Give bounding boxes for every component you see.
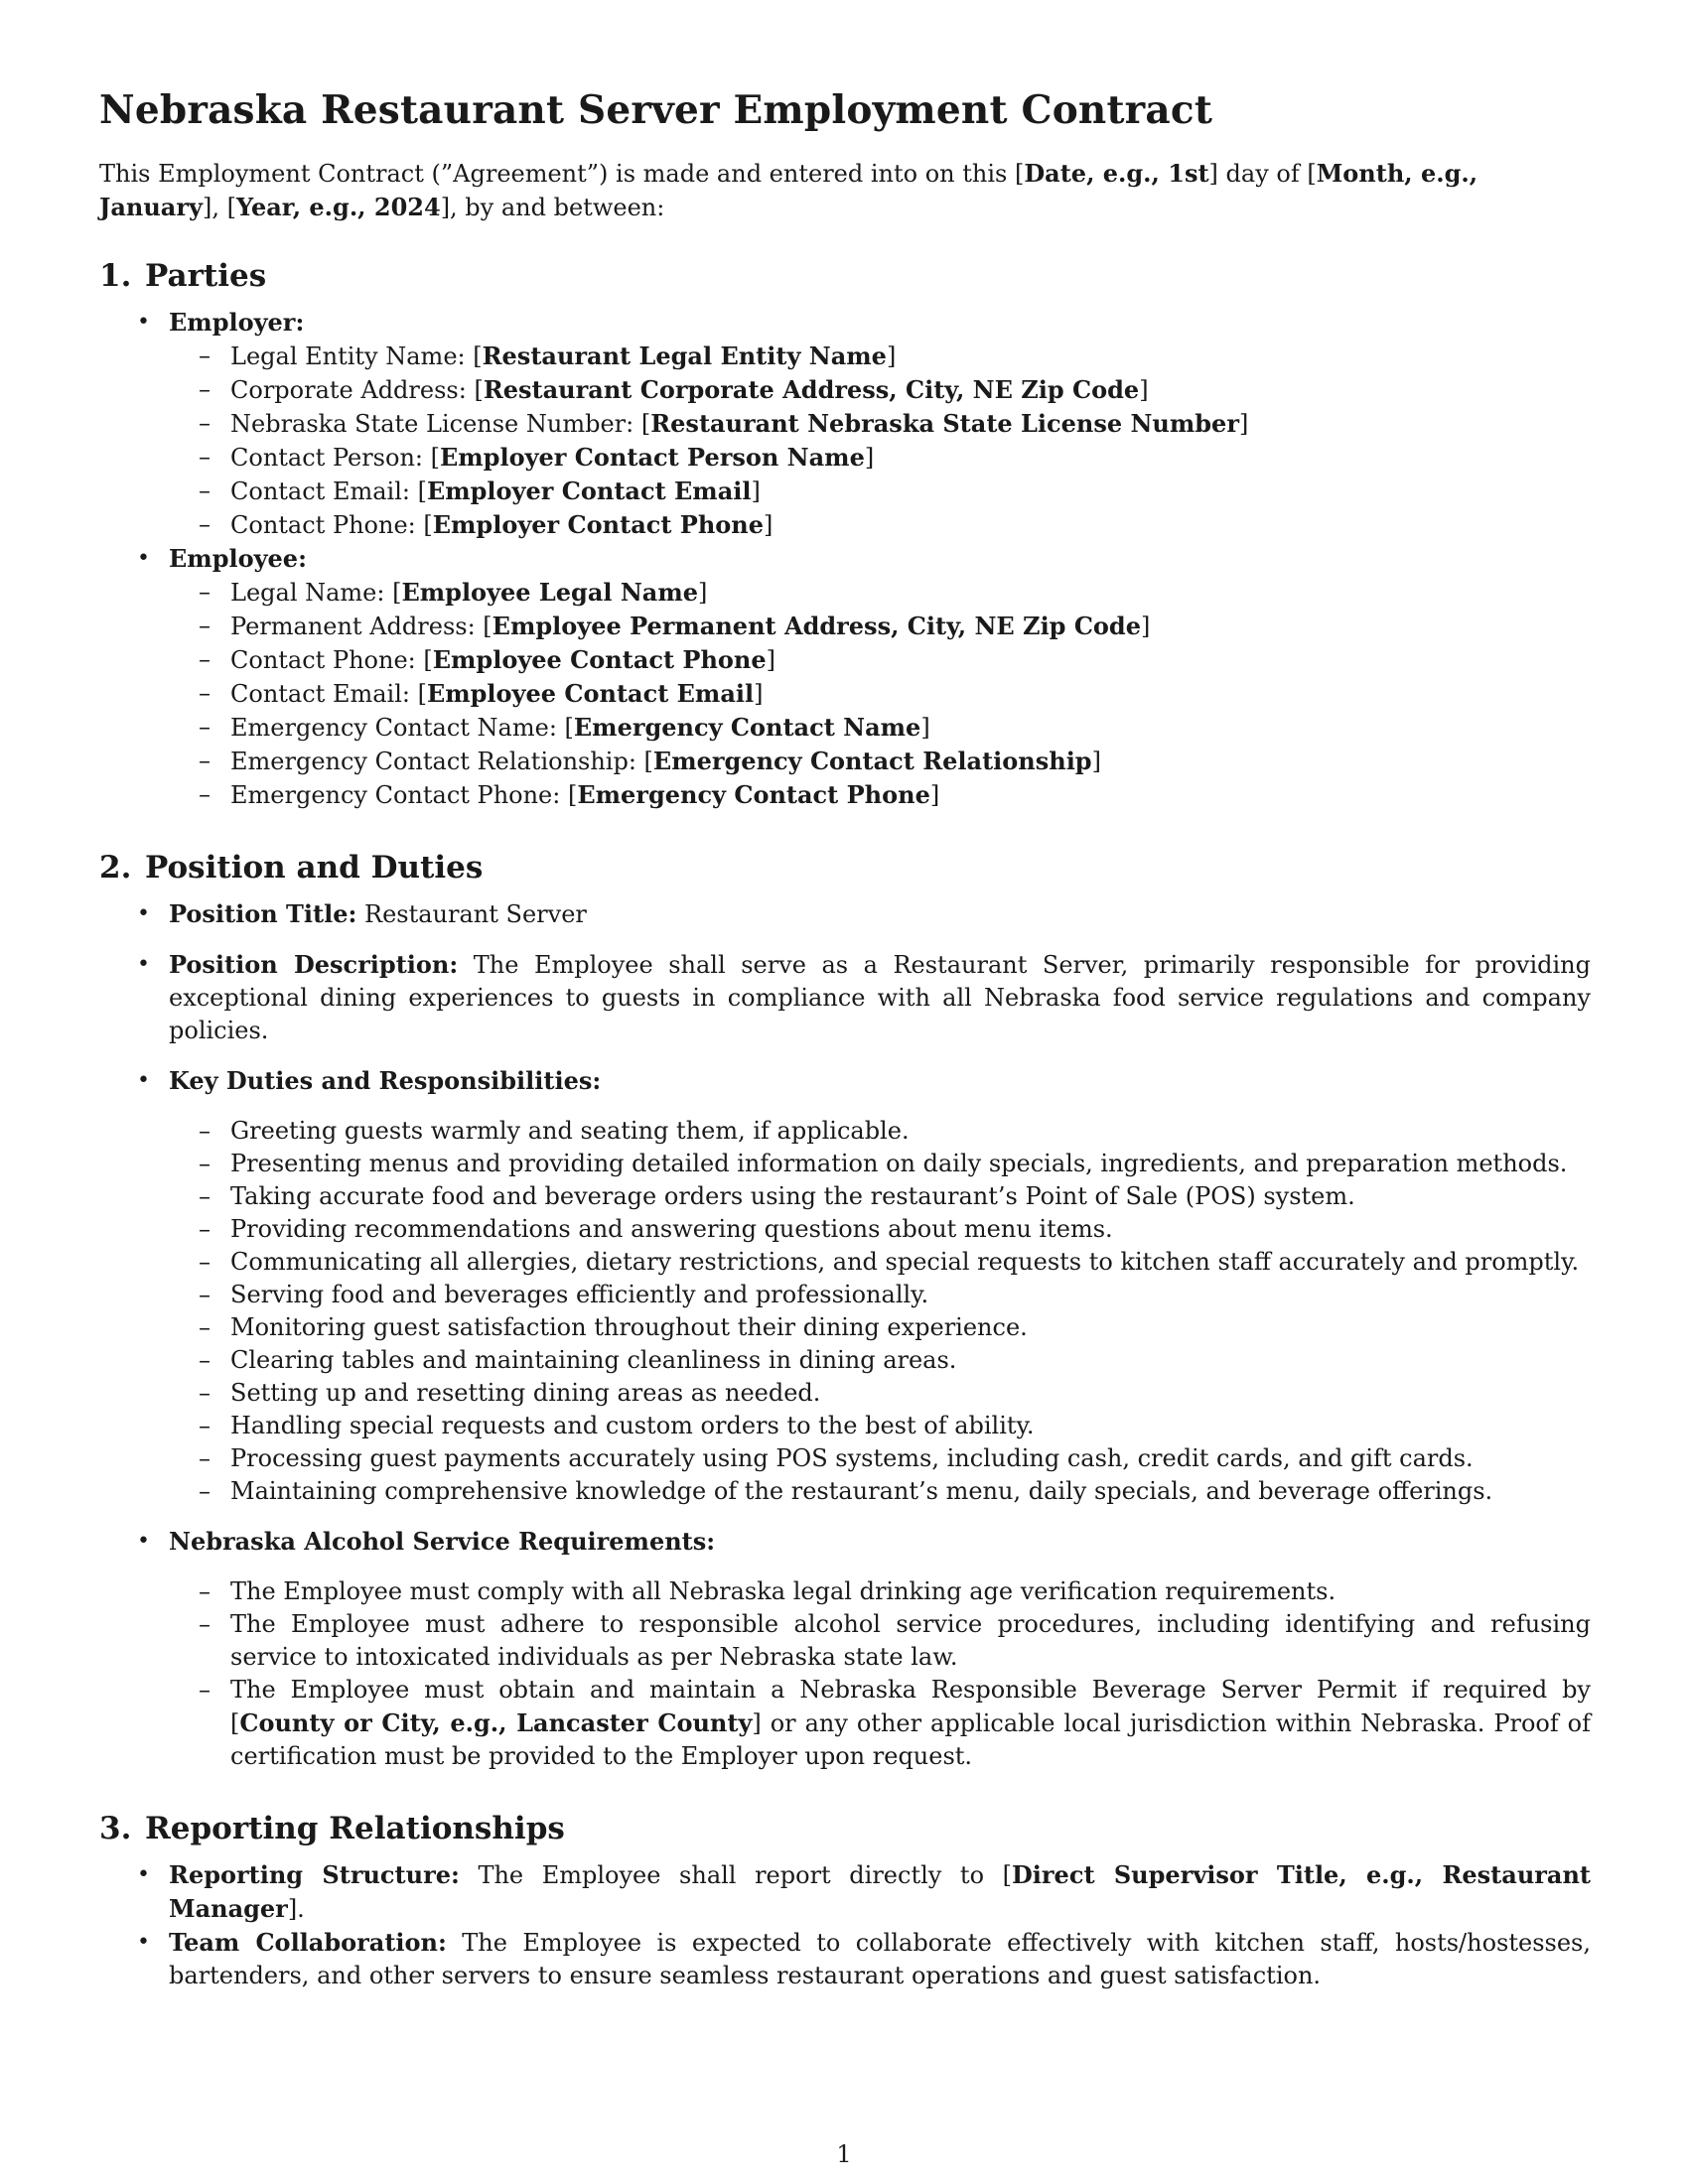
list-item: – Monitoring guest satisfaction throughout their dining experience. [169, 1311, 1591, 1344]
date-placeholder: Date, e.g., 1st [1024, 159, 1209, 188]
section-number: 1. [99, 258, 132, 294]
list-item-employee [99, 542, 1591, 812]
position-description-label: Position Description: [169, 950, 459, 979]
field-label: Corporate Address: [ [230, 376, 484, 404]
intro-text: ], [ [202, 194, 236, 221]
field-placeholder: Employer Contact Phone [432, 510, 765, 539]
section-number: 2. [99, 850, 132, 886]
bracket: ] [1091, 748, 1101, 775]
field-placeholder: Employer Contact Email [426, 477, 752, 505]
intro-text: This Employment Contract (”Agreement”) is made and entered into on this [ [99, 160, 1025, 188]
year-placeholder: Year, e.g., 2024 [235, 193, 441, 221]
list-item: – Greeting guests warmly and seating them, if applicable. [169, 1115, 1591, 1148]
position-description-text: The Employee shall serve as a Restaurant Server, primarily responsible for providing exceptional dining experiences to guests in compliance with all Nebraska food service regulations and company policies. [169, 951, 1591, 1044]
field-placeholder: Employee Contact Email [426, 679, 755, 708]
field-placeholder: Employee Permanent Address, City, NE Zip Code [492, 612, 1141, 640]
bracket: ] [864, 444, 875, 472]
field-placeholder: Employee Legal Name [401, 578, 699, 607]
list-item-position-title [99, 897, 1591, 931]
bracket: ] [698, 579, 708, 607]
list-item [169, 576, 1591, 610]
month-placeholder: Month, e.g., January [99, 159, 1478, 221]
employee-label: Employee: [169, 544, 307, 573]
reporting-list [99, 1858, 1591, 1992]
parties-list [99, 306, 1591, 812]
field-placeholder: Restaurant Corporate Address, City, NE Zip Code [483, 375, 1140, 404]
list-item: – Serving food and beverages efficiently and professionally. [169, 1279, 1591, 1311]
list-item [169, 475, 1591, 508]
list-item: – Providing recommendations and answering questions about menu items. [169, 1213, 1591, 1246]
list-item: – Processing guest payments accurately using POS systems, including cash, credit cards, and gift cards. [169, 1442, 1591, 1475]
bracket: ] [754, 680, 764, 708]
position-list [99, 897, 1591, 1773]
field-placeholder: Emergency Contact Relationship [652, 747, 1092, 775]
field-label: Nebraska State License Number: [ [230, 410, 651, 438]
field-label: Emergency Contact Name: [ [230, 714, 574, 742]
county-placeholder: County or City, e.g., Lancaster County [239, 1708, 753, 1737]
permit-text: ] or any other applicable local jurisdiction within Nebraska. Proof of certification must be provided to the Employer upon request. [230, 1709, 1591, 1770]
section-heading-parties [99, 258, 1591, 294]
bracket: ] [1238, 410, 1249, 438]
intro-text: ] day of [ [1208, 160, 1317, 188]
field-label: Contact Email: [ [230, 680, 427, 708]
list-item: – The Employee must adhere to responsible alcohol service procedures, including identifying and refusing service to intoxicated individuals as per Nebraska state law. [169, 1608, 1591, 1674]
field-label: Emergency Contact Phone: [ [230, 781, 578, 809]
list-item [169, 643, 1591, 677]
field-label: Emergency Contact Relationship: [ [230, 748, 653, 775]
list-item-position-description [99, 948, 1591, 1047]
list-item: – Clearing tables and maintaining cleanliness in dining areas. [169, 1344, 1591, 1377]
team-collaboration-label: Team Collaboration: [169, 1928, 447, 1957]
field-label: Permanent Address: [ [230, 613, 492, 640]
list-item-employer [99, 306, 1591, 542]
bracket: ] [929, 781, 940, 809]
section-number: 3. [99, 1811, 132, 1846]
section-title: Reporting Relationships [145, 1811, 565, 1846]
list-item: – The Employee must comply with all Nebraska legal drinking age verification requirements. [169, 1575, 1591, 1608]
section-title: Position and Duties [145, 850, 484, 886]
page-number: 1 [836, 2140, 852, 2168]
reporting-structure-label: Reporting Structure: [169, 1860, 460, 1889]
list-item: – Communicating all allergies, dietary restrictions, and special requests to kitchen staff accurately and promptly. [169, 1246, 1591, 1279]
section-title: Parties [145, 258, 267, 294]
list-item [169, 407, 1591, 441]
field-label: Contact Phone: [ [230, 646, 433, 674]
list-item-team-collaboration [99, 1926, 1591, 1992]
team-collaboration-text: The Employee is expected to collaborate effectively with kitchen staff, hosts/hostesses, bartenders, and other servers to ensure seamless restaurant operations and guest satisfaction. [169, 1929, 1591, 1989]
section-heading-reporting [99, 1811, 1591, 1846]
supervisor-placeholder: Direct Supervisor Title, e.g., Restaurant Manager [169, 1860, 1591, 1923]
field-placeholder: Restaurant Nebraska State License Number [650, 409, 1239, 438]
list-item-reporting-structure [99, 1858, 1591, 1926]
employee-details [169, 576, 1591, 812]
list-item: – Maintaining comprehensive knowledge of the restaurant’s menu, daily specials, and beverage offerings. [169, 1475, 1591, 1508]
alcohol-requirements-label: Nebraska Alcohol Service Requirements: [169, 1527, 716, 1556]
field-placeholder: Emergency Contact Name [573, 713, 921, 742]
list-item [169, 610, 1591, 643]
bracket: ] [886, 342, 897, 370]
list-item: – Taking accurate food and beverage orders using the restaurant’s Point of Sale (POS) system. [169, 1180, 1591, 1213]
field-placeholder: Restaurant Legal Entity Name [482, 341, 887, 370]
bracket: ] [920, 714, 930, 742]
list-item [169, 745, 1591, 778]
key-duties-label: Key Duties and Responsibilities: [169, 1066, 602, 1095]
field-label: Legal Entity Name: [ [230, 342, 483, 370]
list-item [169, 508, 1591, 542]
list-item [169, 340, 1591, 373]
intro-paragraph [99, 157, 1591, 224]
list-item: – Presenting menus and providing detailed information on daily specials, ingredients, and preparation methods. [169, 1148, 1591, 1180]
reporting-text: The Employee shall report directly to [ [478, 1861, 1012, 1889]
permit-text: The Employee must obtain and maintain a Nebraska Responsible Beverage Server Permit if required by [ [230, 1676, 1591, 1737]
list-item: – Handling special requests and custom orders to the best of ability. [169, 1410, 1591, 1442]
bracket: ] [1139, 376, 1149, 404]
list-item-alcohol-requirements [99, 1525, 1591, 1773]
bracket: ] [764, 511, 774, 539]
list-item [169, 373, 1591, 407]
field-placeholder: Employer Contact Person Name [439, 443, 865, 472]
intro-text: ], by and between: [440, 194, 665, 221]
field-label: Contact Email: [ [230, 478, 427, 505]
list-item: – Setting up and resetting dining areas as needed. [169, 1377, 1591, 1410]
field-label: Contact Phone: [ [230, 511, 433, 539]
duties-list [169, 1115, 1591, 1508]
list-item [169, 1674, 1591, 1773]
field-placeholder: Emergency Contact Phone [577, 780, 930, 809]
list-item-key-duties [99, 1064, 1591, 1508]
alcohol-list [169, 1575, 1591, 1773]
field-label: Contact Person: [ [230, 444, 440, 472]
reporting-text: ]. [287, 1895, 305, 1923]
bracket: ] [751, 478, 761, 505]
list-item [169, 711, 1591, 745]
employer-label: Employer: [169, 308, 305, 337]
employer-details [169, 340, 1591, 542]
list-item [169, 677, 1591, 711]
position-title-value: Restaurant Server [364, 900, 587, 928]
section-heading-position [99, 850, 1591, 886]
position-title-label: Position Title: [169, 899, 357, 928]
bracket: ] [1140, 613, 1151, 640]
bracket: ] [766, 646, 776, 674]
document-title: Nebraska Restaurant Server Employment Contract [99, 87, 1213, 133]
list-item [169, 441, 1591, 475]
list-item [169, 778, 1591, 812]
field-label: Legal Name: [ [230, 579, 402, 607]
field-placeholder: Employee Contact Phone [432, 645, 767, 674]
